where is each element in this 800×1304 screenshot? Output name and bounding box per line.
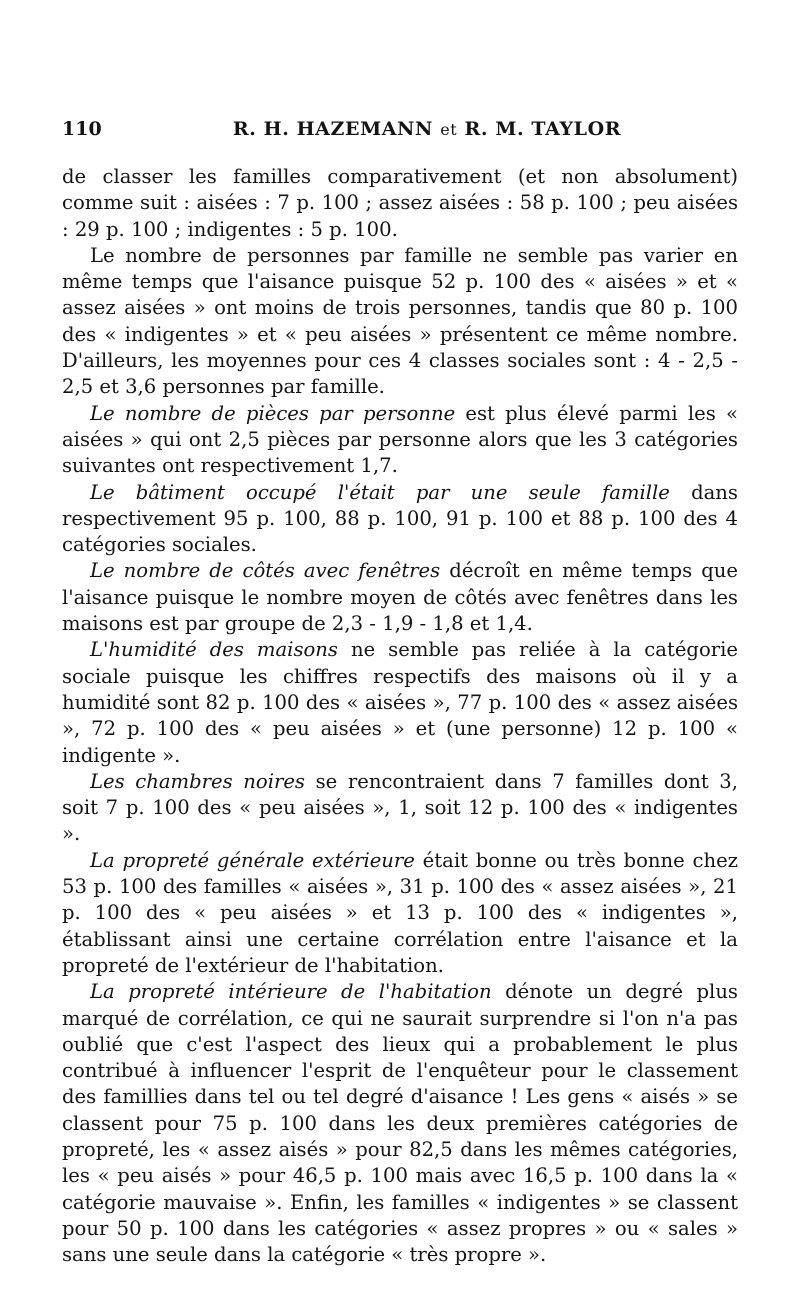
author-names-2: R. M. TAYLOR (464, 118, 622, 140)
paragraph (62, 848, 738, 979)
paragraph-text: décroît en même temps que l'aisance puisque le nombre moyen de côtés avec fenêtres dans les maisons est par groupe de 2,3 - 1,9 - 1,8 et 1,4. (62, 559, 738, 636)
paragraph-lead: La propreté générale extérieure (90, 848, 415, 872)
paragraph (62, 979, 738, 1268)
paragraph-text: était bonne ou très bonne chez 53 p. 100 des familles « aisées », 31 p. 100 des « assez aisées », 21 p. 100 des « peu aisées » et 13 p. 100 des « indigentes », établissant ainsi une certaine corrélation entre l'aisance et la propreté de l'extérieur de l'habitation. (62, 848, 738, 977)
paragraph-text: dénote un degré plus marqué de corrélation, ce qui ne saurait surprendre si l'on n'a pas oublié que c'est l'aspect des lieux qui a probablement le plus contribué à influencer l'esprit de l'enquêteur pour le classement des famillies dans tel ou tel degré d'aisance ! Les gens « aisés » se classent pour 75 p. 100 dans les deux premières catégories de propreté, les « assez aisés » pour 82,5 dans les mêmes catégories, les « peu aisés » pour 46,5 p. 100 mais avec 16,5 p. 100 dans la « catégorie mauvaise ». Enfin, les familles « indigentes » se classent pour 50 p. 100 dans les catégories « assez propres » ou « sales » sans une seule dans la catégorie « très propre ». (62, 980, 738, 1267)
author-conjunction: et (440, 120, 458, 139)
paragraph (62, 243, 738, 401)
paragraph-lead: L'humidité des maisons (90, 638, 338, 662)
paragraph-text: Le nombre de personnes par famille ne semble pas varier en même temps que l'aisance puisque 52 p. 100 des « aisées » et « assez aisées » ont moins de trois personnes, tandis que 80 p. 100 des « indigentes » et « peu aisées » présentent ce même nombre. D'ailleurs, les moyennes pour ces 4 classes sociales sont : 4 - 2,5 - 2,5 et 3,6 personnes par famille. (62, 243, 738, 399)
paragraph-text: se rencontraient dans 7 familles dont 3, soit 7 p. 100 des « peu aisées », 1, soit 12 p. 100 des « indigentes ». (62, 769, 739, 846)
paragraph-text: est plus élevé parmi les « aisées » qui ont 2,5 pièces par personne alors que les 3 catégories suivantes ont respectivement 1,7. (62, 401, 739, 478)
running-head (62, 118, 742, 140)
page-number: 110 (62, 118, 102, 140)
paragraph (62, 769, 738, 848)
page-header (62, 118, 742, 148)
paragraph (62, 480, 738, 559)
paragraph-lead: Le bâtiment occupé l'était par une seule famille (90, 480, 670, 504)
author-names-1: R. H. HAZEMANN (232, 118, 433, 140)
paragraph (62, 637, 738, 768)
paragraph-lead: Le nombre de pièces par personne (90, 401, 456, 425)
paragraph-lead: Les chambres noires (90, 769, 305, 793)
body-text (62, 164, 738, 1268)
paragraph (62, 164, 738, 243)
paragraph-text: de classer les familles comparativement (et non absolument) comme suit : aisées : 7 p. 100 ; assez aisées : 58 p. 100 ; peu aisées : 29 p. 100 ; indigentes : 5 p. 100. (62, 165, 738, 241)
paragraph-lead: Le nombre de côtés avec fenêtres (90, 559, 441, 583)
paragraph (62, 558, 738, 637)
paragraph-lead: La propreté intérieure de l'habitation (90, 980, 492, 1004)
paragraph (62, 401, 738, 480)
paragraph-text: ne semble pas reliée à la catégorie sociale puisque les chiffres respectifs des maisons où il y a humidité sont 82 p. 100 des « aisées », 77 p. 100 des « assez aisées », 72 p. 100 des « peu aisées » et (une personne) 12 p. 100 « indigente ». (62, 638, 738, 767)
paragraph-text: dans respectivement 95 p. 100, 88 p. 100, 91 p. 100 et 88 p. 100 des 4 catégories sociales. (62, 480, 738, 557)
